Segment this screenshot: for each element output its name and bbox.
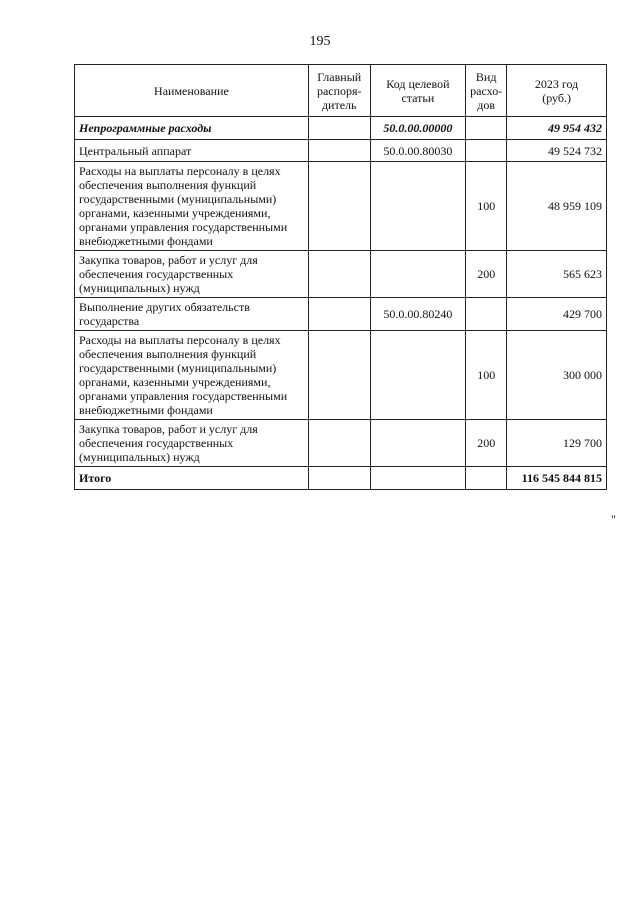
row-manager (308, 140, 370, 162)
table-row (75, 140, 607, 162)
row-manager (308, 117, 370, 140)
row-amount: 300 000 (507, 331, 607, 420)
row-amount: 116 545 844 815 (507, 467, 607, 490)
row-type (466, 140, 507, 162)
row-name: Расходы на выплаты персоналу в целях обеспечения выполнения функций государственными (муниципальными) органами, казенными учреждениями, органами управления государственными внебюджетными фондами (75, 162, 309, 251)
closing-quote: " (611, 512, 616, 526)
row-type: 200 (466, 420, 507, 467)
row-name: Расходы на выплаты персоналу в целях обеспечения выполнения функций государственными (муниципальными) органами, казенными учреждениями, органами управления государственными внебюджетными фондами (75, 331, 309, 420)
row-manager (308, 162, 370, 251)
row-name: Непрограммные расходы (75, 117, 309, 140)
row-amount: 48 959 109 (507, 162, 607, 251)
row-manager (308, 331, 370, 420)
page-number: 195 (309, 34, 331, 49)
row-name: Закупка товаров, работ и услуг для обеспечения государственных (муниципальных) нужд (75, 251, 309, 298)
table-row-total (75, 467, 607, 490)
header-amount: 2023 год (руб.) (507, 65, 607, 117)
row-code (370, 251, 466, 298)
row-code: 50.0.00.80030 (370, 140, 466, 162)
table-row (75, 298, 607, 331)
row-name: Центральный аппарат (75, 140, 309, 162)
header-type: Вид расхо- дов (466, 65, 507, 117)
row-amount: 49 954 432 (507, 117, 607, 140)
table-row (75, 331, 607, 420)
row-name: Выполнение других обязательств государства (75, 298, 309, 331)
table-row (75, 251, 607, 298)
row-manager (308, 467, 370, 490)
row-code (370, 420, 466, 467)
table-header-row (75, 65, 607, 117)
row-manager (308, 420, 370, 467)
row-code: 50.0.00.00000 (370, 117, 466, 140)
row-type: 100 (466, 331, 507, 420)
row-code: 50.0.00.80240 (370, 298, 466, 331)
table-row (75, 117, 607, 140)
row-code (370, 162, 466, 251)
table-row (75, 162, 607, 251)
row-type (466, 467, 507, 490)
row-amount: 429 700 (507, 298, 607, 331)
row-manager (308, 298, 370, 331)
row-name: Итого (75, 467, 309, 490)
row-type (466, 117, 507, 140)
row-type: 200 (466, 251, 507, 298)
row-amount: 49 524 732 (507, 140, 607, 162)
budget-table (74, 64, 607, 490)
row-code (370, 467, 466, 490)
header-code: Код целевой статьи (370, 65, 466, 117)
row-name: Закупка товаров, работ и услуг для обеспечения государственных (муниципальных) нужд (75, 420, 309, 467)
row-amount: 129 700 (507, 420, 607, 467)
row-manager (308, 251, 370, 298)
table-row (75, 420, 607, 467)
header-manager: Главный распоря- дитель (308, 65, 370, 117)
row-amount: 565 623 (507, 251, 607, 298)
row-type: 100 (466, 162, 507, 251)
header-name: Наименование (75, 65, 309, 117)
row-type (466, 298, 507, 331)
row-code (370, 331, 466, 420)
